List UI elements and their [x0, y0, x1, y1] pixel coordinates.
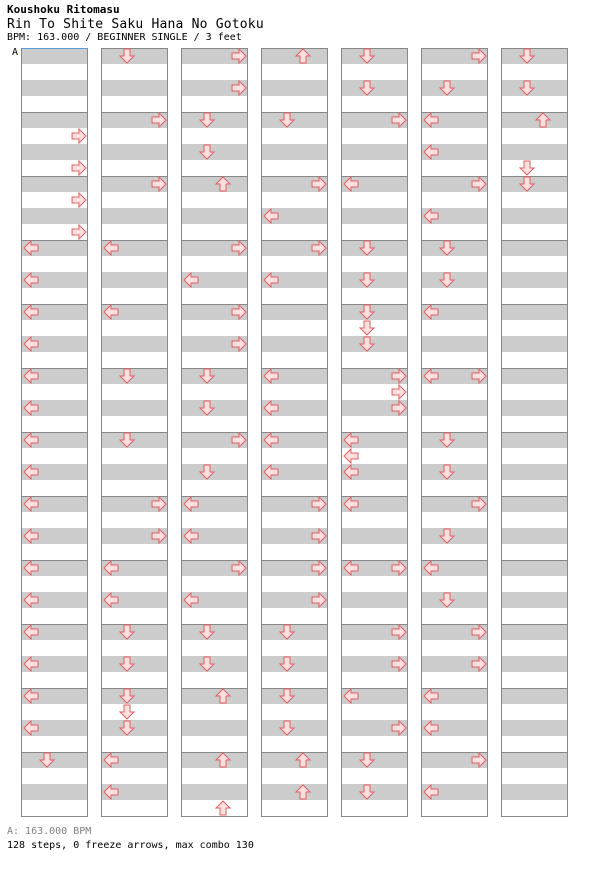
beat-stripe	[181, 688, 248, 704]
beat-stripe	[181, 784, 248, 800]
chart-column	[101, 48, 168, 817]
beat-stripe	[21, 176, 88, 192]
chart-column	[501, 48, 568, 817]
chart-footer	[7, 825, 254, 853]
beat-stripe	[341, 528, 408, 544]
step-stats: 128 steps, 0 freeze arrows, max combo 130	[7, 840, 254, 851]
beat-stripe	[501, 752, 568, 768]
beat-stripe	[421, 336, 488, 352]
chart-column	[181, 48, 248, 817]
beat-stripe	[341, 144, 408, 160]
beat-stripe	[261, 48, 328, 64]
beat-stripe	[501, 144, 568, 160]
beat-stripe	[501, 528, 568, 544]
beat-stripe	[101, 464, 168, 480]
beat-stripe	[181, 720, 248, 736]
beat-stripe	[261, 336, 328, 352]
step-arrow-up	[216, 801, 230, 815]
beat-stripe	[261, 144, 328, 160]
step-arrow-down	[520, 161, 534, 175]
beat-stripe	[101, 400, 168, 416]
beat-stripe	[501, 336, 568, 352]
step-arrow-right	[72, 129, 86, 143]
beat-stripe	[101, 336, 168, 352]
beat-stripe	[181, 752, 248, 768]
beat-stripe	[501, 624, 568, 640]
step-arrow-right	[72, 225, 86, 239]
beat-stripe	[101, 208, 168, 224]
beat-stripe	[501, 304, 568, 320]
beat-stripe	[501, 688, 568, 704]
beat-stripe	[341, 208, 408, 224]
beat-stripe	[181, 208, 248, 224]
beat-stripe	[21, 112, 88, 128]
beat-stripe	[261, 784, 328, 800]
beat-stripe	[501, 112, 568, 128]
bpm-summary: A: 163.000 BPM	[7, 826, 92, 837]
beat-stripe	[501, 560, 568, 576]
beat-stripe	[261, 304, 328, 320]
beat-stripe	[21, 48, 88, 64]
bpm-change-line	[21, 48, 88, 49]
beat-stripe	[21, 784, 88, 800]
bpm-change-marker: A	[12, 47, 19, 58]
beat-stripe	[21, 208, 88, 224]
beat-stripe	[181, 176, 248, 192]
step-arrow-down	[120, 705, 134, 719]
beat-stripe	[501, 656, 568, 672]
beat-stripe	[261, 80, 328, 96]
beat-stripe	[21, 80, 88, 96]
beat-stripe	[501, 464, 568, 480]
beat-stripe	[101, 80, 168, 96]
beat-stripe	[421, 400, 488, 416]
beat-stripe	[21, 144, 88, 160]
song-title: Rin To Shite Saku Hana No Gotoku	[7, 17, 264, 32]
beat-stripe	[101, 144, 168, 160]
beat-stripe	[101, 272, 168, 288]
step-arrow-down	[360, 321, 374, 335]
beat-stripe	[341, 592, 408, 608]
beat-stripe	[501, 432, 568, 448]
beat-stripe	[261, 752, 328, 768]
step-arrow-right	[72, 161, 86, 175]
beat-stripe	[501, 208, 568, 224]
step-arrow-right	[392, 385, 406, 399]
chart-info: BPM: 163.000 / BEGINNER SINGLE / 3 feet	[7, 32, 242, 43]
beat-stripe	[501, 368, 568, 384]
beat-stripe	[501, 784, 568, 800]
beat-stripe	[501, 720, 568, 736]
beat-stripe	[501, 272, 568, 288]
beat-stripe	[501, 592, 568, 608]
step-arrow-right	[72, 193, 86, 207]
step-arrow-left	[344, 449, 358, 463]
beat-stripe	[501, 240, 568, 256]
beat-stripe	[501, 496, 568, 512]
beat-stripe	[501, 400, 568, 416]
artist-name: Koushoku Ritomasu	[7, 3, 120, 16]
